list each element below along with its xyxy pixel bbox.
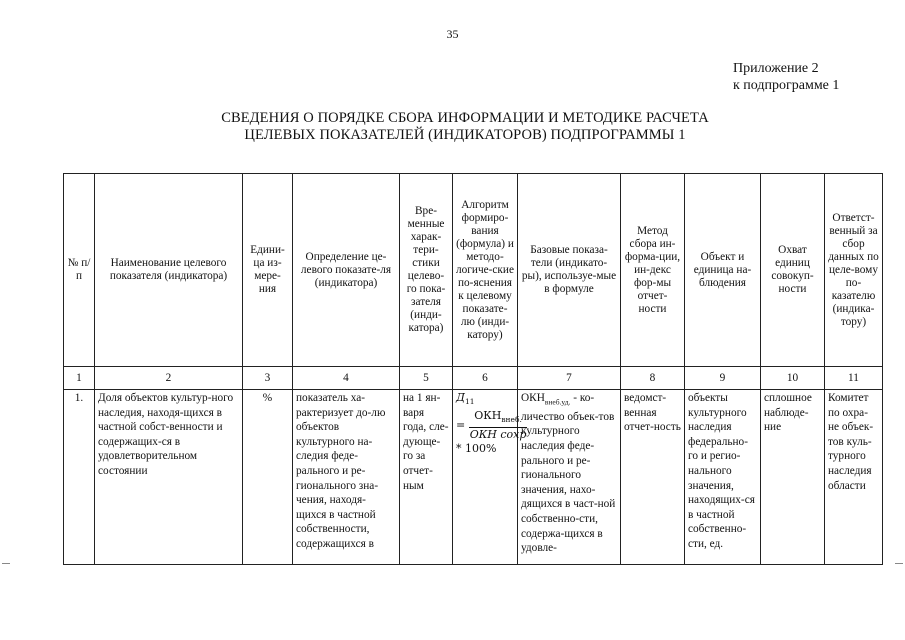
column-number: 10 <box>761 367 825 390</box>
column-number: 2 <box>95 367 243 390</box>
time-characteristics: на 1 ян-варя года, сле-дующе-го за отчет-ным <box>400 390 453 565</box>
header-cell: Наименование целевого показателя (индикатора) <box>95 174 243 367</box>
document-title <box>120 110 810 144</box>
collection-method: ведомст-венная отчет-ность <box>621 390 685 565</box>
header-cell: Алгоритм формиро-вания (формула) и методо-логиче-ские по-яснения к целевому показате-лю (инди-катору) <box>453 174 518 367</box>
indicator-definition: показатель ха-рактеризует до-лю объектов культурного на-следия феде-рального и ре-гионального зна-чения, находя-щихся в частной собственности, содержащихся в <box>293 390 400 565</box>
header-cell: Метод сбора ин-форма-ции, ин-декс фор-мы отчет-ности <box>621 174 685 367</box>
table-row <box>64 390 883 565</box>
unit-of-measure: % <box>243 390 293 565</box>
appendix-note <box>733 60 839 94</box>
header-cell: Определение це-левого показате-ля (индикатора) <box>293 174 400 367</box>
column-number: 3 <box>243 367 293 390</box>
header-cell: Объект и единица на-блюдения <box>685 174 761 367</box>
column-number-row <box>64 367 883 390</box>
column-number: 11 <box>825 367 883 390</box>
column-number: 5 <box>400 367 453 390</box>
margin-mark <box>895 563 903 564</box>
coverage: сплошное наблюде-ние <box>761 390 825 565</box>
indicators-table <box>63 173 883 565</box>
header-cell: Базовые показа-тели (индикато-ры), используе-мые в формуле <box>518 174 621 367</box>
header-cell: Едини-ца из-мере-ния <box>243 174 293 367</box>
appendix-line-1: Приложение 2 <box>733 61 819 76</box>
margin-mark <box>2 563 10 564</box>
header-cell: Охват единиц совокуп-ности <box>761 174 825 367</box>
formula: $Д_{11}$ = $\frac{ОКН_{внеб.}}{\text{ОКН сохр}}$ * 100% <box>456 391 527 456</box>
page-number: 35 <box>446 27 459 41</box>
appendix-line-2: к подпрограмме 1 <box>733 78 840 93</box>
base-indicators: $ОКН_{внеб.уд.}$ - ко-личество объек-тов культурного наследия феде-рального и ре-гионального значения, нахо-дящихся в част-ной собственно-сти, содержа-щихся в удовле- <box>518 390 621 565</box>
title-line-1: СВЕДЕНИЯ О ПОРЯДКЕ СБОРА ИНФОРМАЦИИ И МЕТОДИКЕ РАСЧЕТА <box>221 110 709 126</box>
column-number: 8 <box>621 367 685 390</box>
column-number: 7 <box>518 367 621 390</box>
column-number: 1 <box>64 367 95 390</box>
header-cell: № п/п <box>64 174 95 367</box>
header-cell: Вре-менные харак-тери-стики целево-го пока-зателя (инди-катора) <box>400 174 453 367</box>
formula-fraction: $\frac{ОКН_{внеб.}}{\text{ОКН сохр}}$ <box>469 409 527 442</box>
formula-cell <box>453 390 527 565</box>
column-number: 9 <box>685 367 761 390</box>
row-number: 1. <box>64 390 95 565</box>
observation-object: объекты культурного наследия федерально-го и регио-нального значения, находящих-ся в частной собственно-сти, ед. <box>685 390 761 565</box>
responsible-party: Комитет по охра-не объек-тов куль-турного наследия области <box>825 390 883 565</box>
column-number: 4 <box>293 367 400 390</box>
title-line-2: ЦЕЛЕВЫХ ПОКАЗАТЕЛЕЙ (ИНДИКАТОРОВ) ПОДПРОГРАММЫ 1 <box>244 127 686 143</box>
header-cell: Ответст-венный за сбор данных по целе-вому по-казателю (индика-тору) <box>825 174 883 367</box>
table-header-row <box>64 174 883 367</box>
column-number: 6 <box>453 367 518 390</box>
indicator-name: Доля объектов культур-ного наследия, находя-щихся в частной собст-венности и содержащих-ся в удовлетворительном состоянии <box>95 390 243 565</box>
